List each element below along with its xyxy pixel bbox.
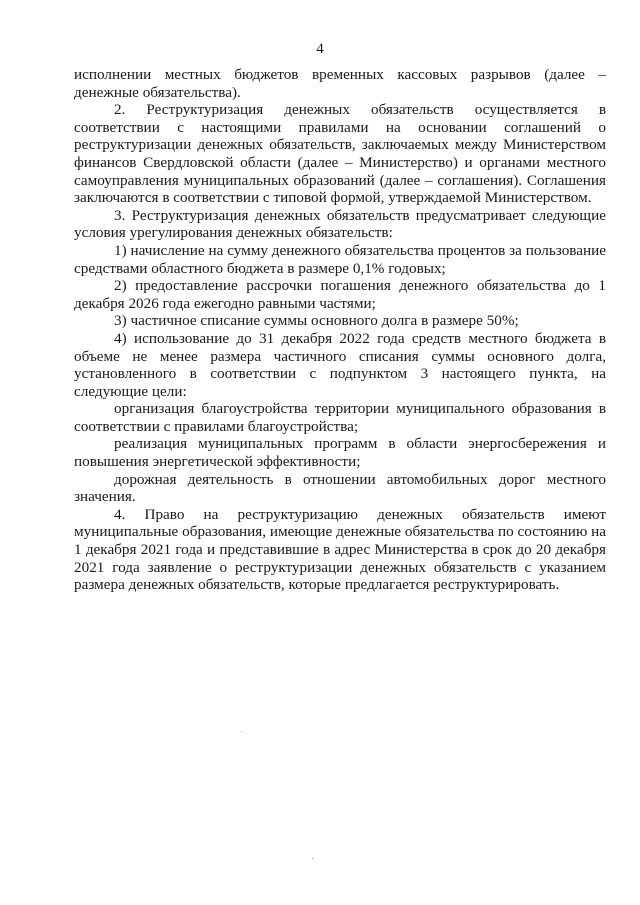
purpose-road-activity: дорожная деятельность в отношении автомобильных дорог местного значения. — [74, 470, 606, 506]
page-number: 4 — [316, 41, 324, 57]
paragraph-item-4: 4. Право на реструктуризацию денежных обязательств имеют муниципальные образования, имеющие денежные обязательства по состоянию на 1 декабря 2021 года и представившие в адрес Министерства в срок до 20 декабря 2021 года заявление о реструктуризации денежных обязательств с указанием размера денежных обязательств, которые предлагается реструктурировать. — [74, 505, 606, 594]
purpose-energy-saving: реализация муниципальных программ в области энергосбережения и повышения энергетической эффективности; — [74, 435, 606, 471]
scan-artifact-dot — [241, 731, 242, 732]
subitem-3: 3) частичное списание суммы основного долга в размере 50%; — [114, 312, 519, 330]
subitem-1: 1) начисление на сумму денежного обязательства процентов за пользование средствами областного бюджета в размере 0,1% годовых; — [74, 241, 606, 277]
subitem-4: 4) использование до 31 декабря 2022 года средств местного бюджета в объеме не менее размера частичного списания суммы основного долга, установленного в соответствии с подпунктом 3 настоящего пункта, на следующие цели: — [74, 329, 606, 400]
scan-artifact-dot — [312, 858, 313, 859]
document-body — [74, 66, 606, 594]
paragraph-item-2: 2. Реструктуризация денежных обязательств осуществляется в соответствии с настоящими правилами на основании соглашений о реструктуризации денежных обязательств, заключаемых между Министерством финансов Свердловской области (далее – Министерство) и органами местного самоуправления муниципальных образований (далее – соглашения). Соглашения заключаются в соответствии с типовой формой, утверждаемой Министерством. — [74, 101, 606, 207]
subitem-2: 2) предоставление рассрочки погашения денежного обязательства до 1 декабря 2026 года ежегодно равными частями; — [74, 277, 606, 312]
purpose-landscaping: организация благоустройства территории муниципального образования в соответствии с правилами благоустройства; — [74, 400, 606, 435]
paragraph-item-3: 3. Реструктуризация денежных обязательств предусматривает следующие условия урегулирования денежных обязательств: — [74, 206, 606, 242]
paragraph-continuation: исполнении местных бюджетов временных кассовых разрывов (далее – денежные обязательства). — [74, 66, 606, 101]
